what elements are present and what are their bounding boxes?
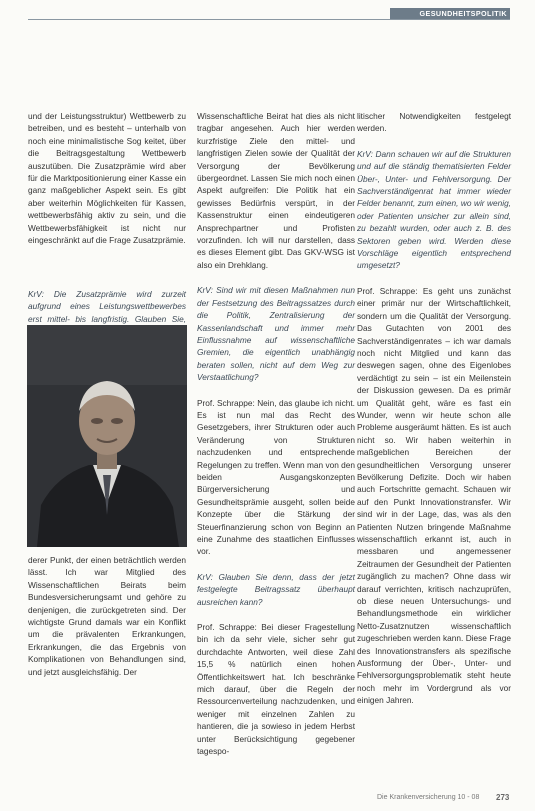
header-rule — [28, 19, 510, 20]
journal-footer: Die Krankenversicherung 10 - 08 — [377, 794, 480, 801]
section-header: GESUNDHEITSPOLITIK — [419, 9, 507, 18]
paragraph: derer Punkt, der einen beträchtlich werden lässt. Ich war Mitglied des Wissenschaftlichen Beirats beim Bundesversicherungsamt und gehöre zu denjenigen, die zurückgetreten sind. Der wichtigste Grund damals war ein Konflikt um die prävalenten Erkrankungen, Erkrankungen, die das Ergebnis von Komplikationen von Behandlungen sind, und jetzt ausgleichsfähig. Der — [28, 555, 186, 677]
page-number: 273 — [496, 793, 510, 802]
interview-answer: Prof. Schrappe: Nein, das glaube ich nicht. Es ist nun mal das Recht des Gesetzgebers, ihrer Strukturen oder auch Veränderung von Strukturen nachzudenken und entsprechende Regelungen zu treffen. Wenn man von den beiden Ausgangskonzepten Bürgerversicherung und Gesundheitsprämie ausgeht, sollen beide Konzepte über die Stärkung der Steuerfinanzierung schon von Beginn an eine Zunahme des staatlichen Einflusses vor. — [197, 397, 355, 557]
interview-question: KrV: Dann schauen wir auf die Strukturen und auf die ständig thematisierten Felder Über-, Unter- und Fehlversorgung. Der Sachverständigenrat hat immer wieder Felder benannt, zum einen, wo wir wenig, oder Patienten unsicher zur allein sind, zu bezahlt wurden, oder auch z. B. des Sektoren geben wird. Werden diese Vorschläge eigentlich entsprechend umgesetzt? — [357, 148, 511, 271]
paragraph: Wissenschaftliche Beirat hat dies als nicht tragbar angesehen. Auch hier werden kurzfristige Ziele den mittel- und langfristigen Zielen sowie der Qualität der Versorgung der Bevölkerung übergeordnet. Lassen Sie mich noch einen Aspekt aufgreifen: Die Politik hat ein gewisses Bedürfnis verspürt, in der Kassenstruktur einen eindeutigeren Ansprechpartner und Profisten vorzufinden. Ich will nur darstellen, dass es dieses Element gibt. Das GKV-WSG ist also ein Drehklang. — [197, 111, 355, 270]
paragraph: litischer Notwendigkeiten festgelegt werden. — [357, 111, 511, 134]
column-1-top — [28, 110, 186, 246]
column-3 — [357, 110, 511, 707]
interview-question: KrV: Die Zusatzprämie wird zurzeit aufgrund eines Leistungswettbewerbes erst mittel- bis langfristig. Glauben Sie, — [28, 289, 186, 324]
interview-answer: Prof. Schrappe: Bei dieser Fragestellung bin ich da sehr viele, sicher sehr gut durchdachte Antworten, weil diese Zahl 15,5 % natürlich einen hohen Öffentlichkeitswert hat. Ich beschränke mich darauf, über die Regeln der Ressourcenverteilung nachzudenken, und weniger mit einzelnen Zahlen zu hantieren, die ja sowieso in jedem Herbst unter Berücksichtigung gegebener tagespo- — [197, 622, 355, 757]
interview-answer: Prof. Schrappe: Es geht uns zunächst einer primär nur der Wirtschaftlichkeit, sondern um die Qualität der Versorgung. Das Gutachten von 2001 des Sachverständigenrates – ich war damals noch nicht Mitglied und kann das deswegen sagen, ohne des Eigenlobes verdächtigt zu sein – ist ein Meilenstein der Diskussion gewesen. Da es primär um Qualität geht, wäre es fast ein Wunder, wenn wir heute schon alle Probleme ausgeräumt hätten. Es ist auch nicht so. Wir haben weiterhin in maßgeblichen Bereichen der gesundheitlichen Versorgung unserer Bevölkerung Defizite. Doch wir haben auch Fortschritte gemacht. Schauen wir auf den Punkt Innovationstransfer. Wir sind wir in der Lage, das, was als den Patienten Nutzen bringende Maßnahme wissenschaftlich erkannt ist, auch in messbaren und angemessener Zeitraumen der Gesundheit der Patienten zugänglich zu machen? Ohne dass wir darauf verrichten, kritisch nachzuprüfen, ob diese neuen Untersuchungs- und Behandlungsmethode ein wirklicher Netto-Zusatznutzen wissenschaftlich zugeschrieben werden kann. Diese Frage des Innovationstransfers als spezifische Ausformung der Über-, Unter- und Fehlversorgungsproblematik steht heute noch mehr im Vordergrund als vor einigen Jahren. — [357, 285, 511, 706]
portrait-photo — [27, 325, 187, 547]
column-2 — [197, 110, 355, 758]
interview-question: KrV: Sind wir mit diesen Maßnahmen nun der Festsetzung des Beitragssatzes durch die Politik, Zentralisierung der Kassenlandschaft und immer mehr Einflussnahme auf wissenschaftliche Gremien, die eigentlich unabhängig beraten sollen, nicht auf dem Weg zur Verstaatlichung? — [197, 285, 355, 383]
paragraph: und der Leistungsstruktur) Wettbewerb zu betreiben, und es besteht – unterhalb von noch eine minimalistische Sog keitet, über die Beitragsgestaltung Wettbewerb auszutüben. Die Zusatzprämie wird aber für die Marktpositionierung einer Kasse ein ganz maßgeblicher Aspekt sein. Es gibt aber weiterhin Möglichkeiten für Kassen, wettbewerbsfähig aktiv zu sein, und die Wettbewerbsfähigkeit ist nicht nur eingeschränkt auf die Frage Zusatzprämie. — [28, 111, 186, 246]
column-1-bottom — [28, 554, 186, 678]
interview-question: KrV: Glauben Sie denn, dass der jetzt festgelegte Beitragssatz überhaupt ausreichen kann? — [197, 571, 355, 607]
